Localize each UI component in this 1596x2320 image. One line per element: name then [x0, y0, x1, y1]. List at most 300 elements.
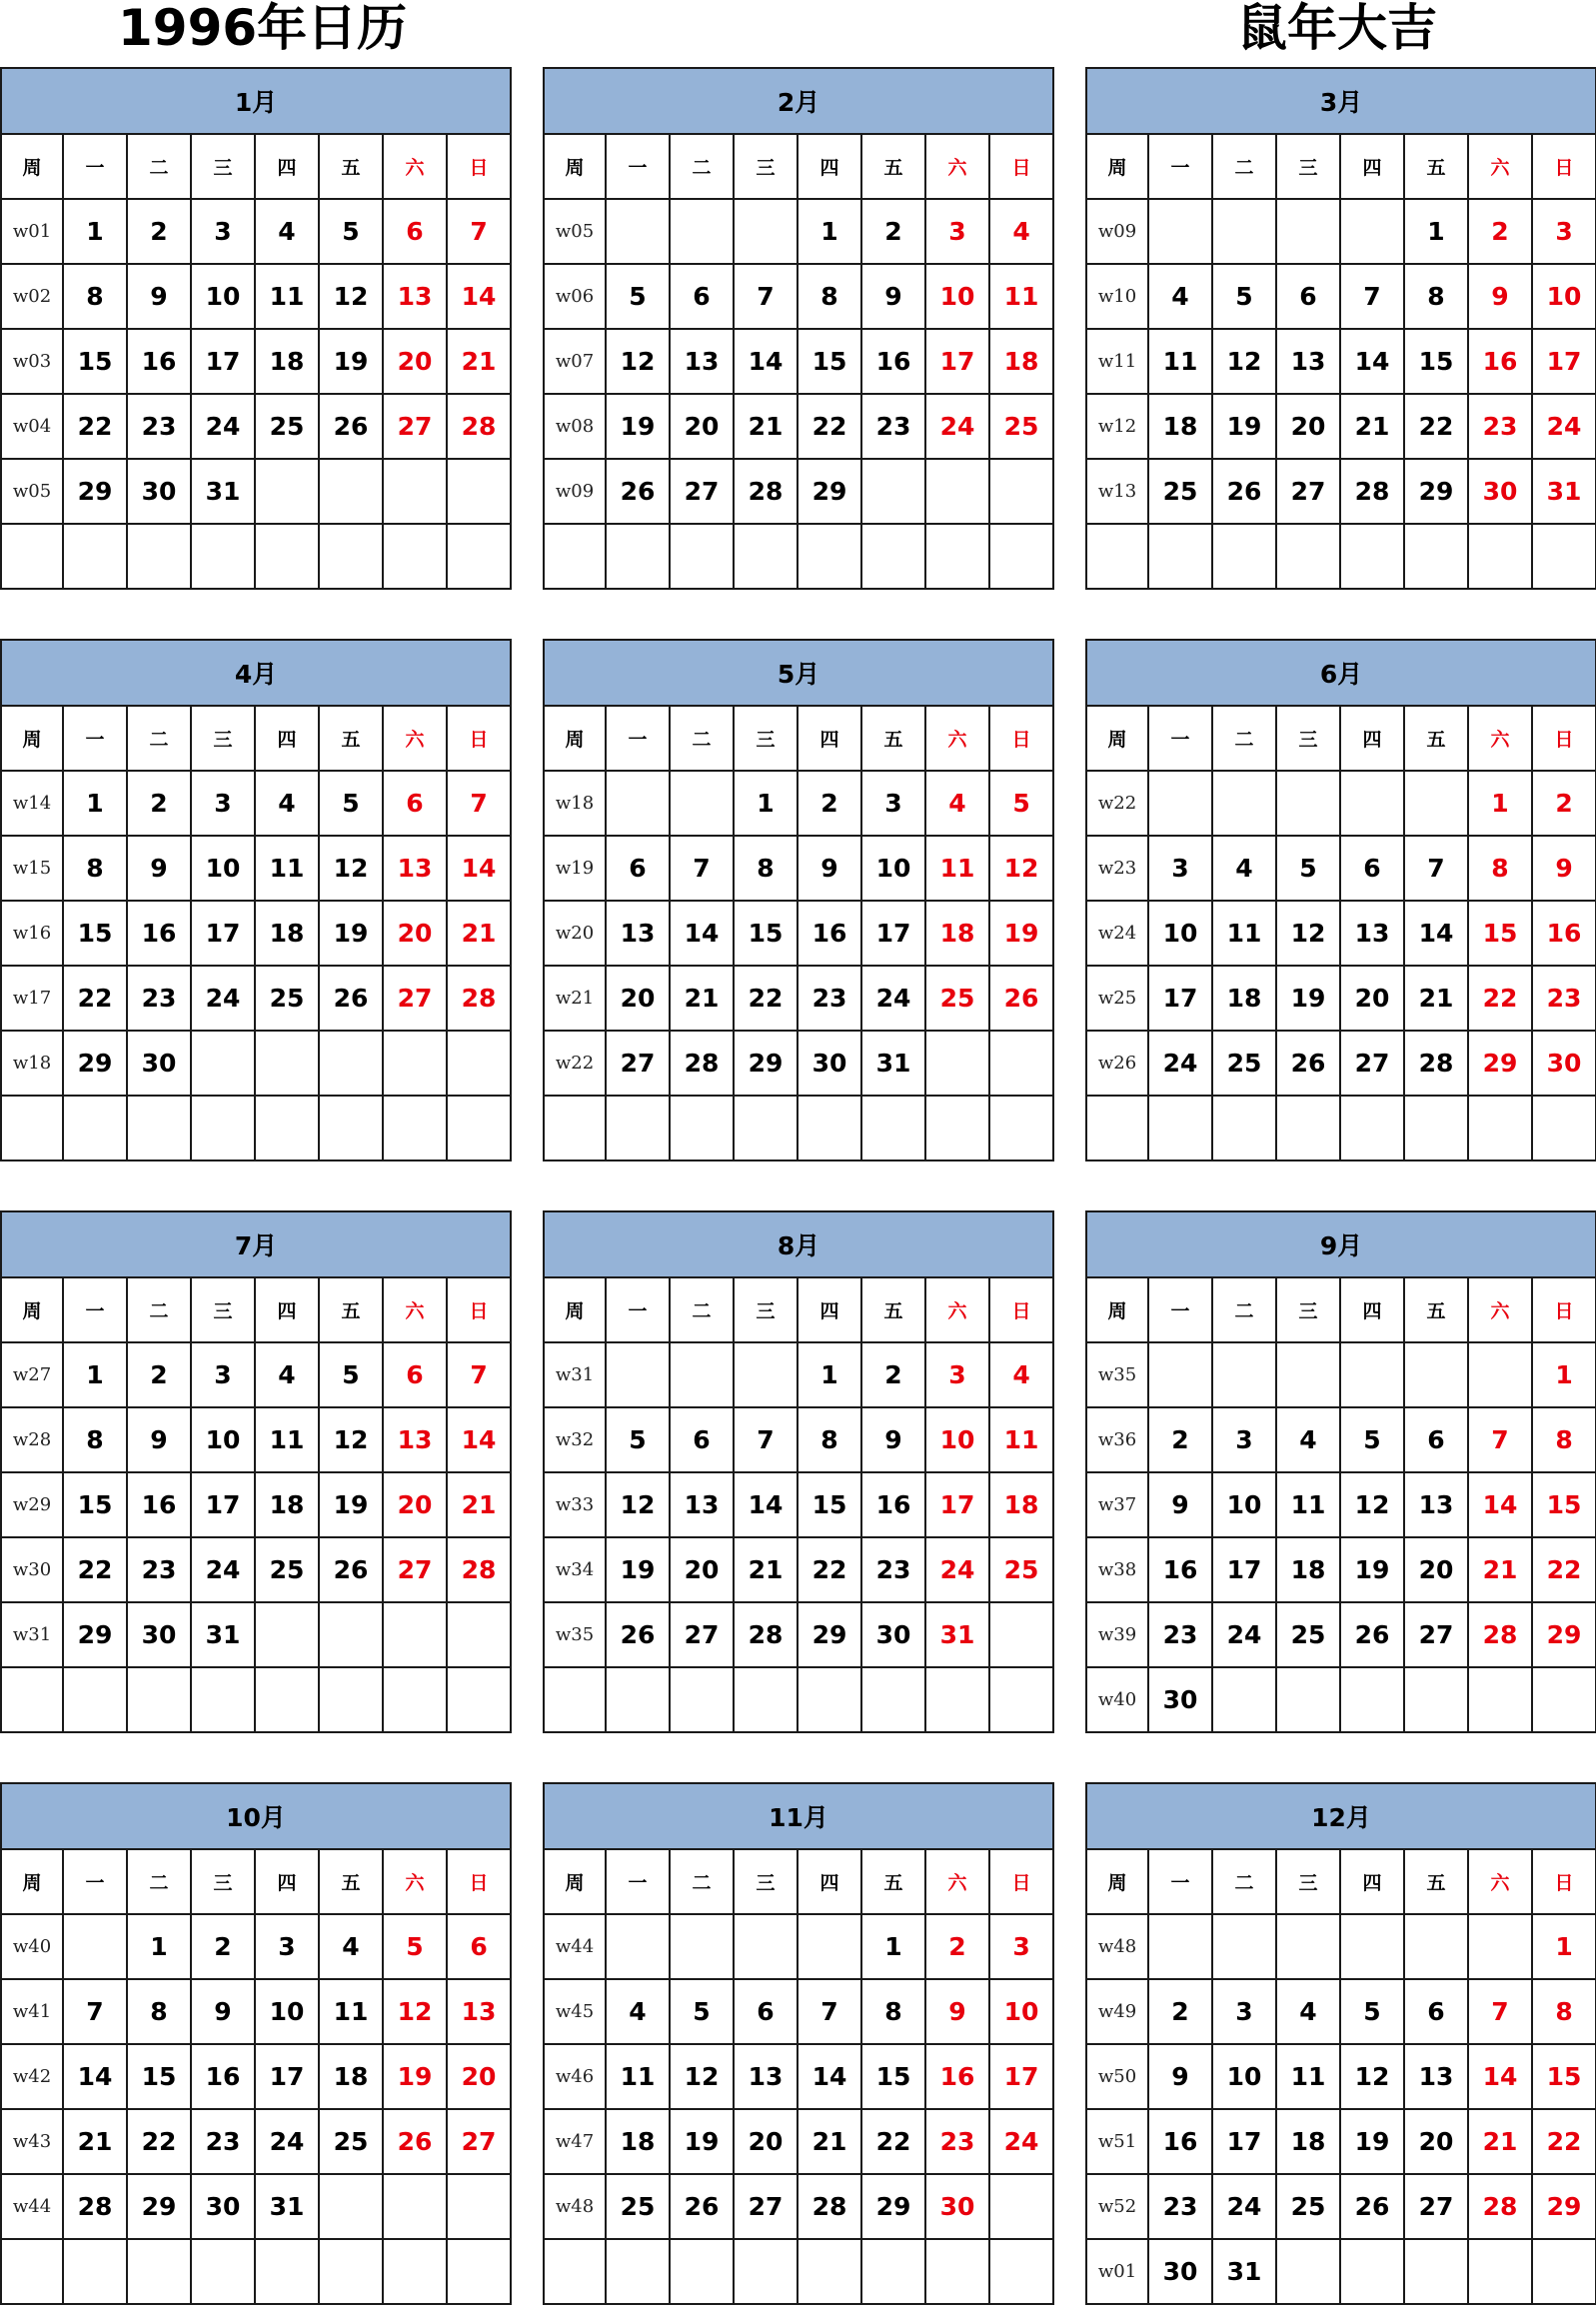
day-cell: 2 [1468, 199, 1532, 264]
weekday-header: 一 [63, 706, 127, 771]
day-cell [383, 2239, 447, 2304]
day-cell [861, 459, 925, 524]
day-cell: 14 [734, 1472, 798, 1537]
day-cell: 2 [127, 1342, 191, 1407]
day-cell: 22 [63, 966, 127, 1031]
week-number: w21 [544, 966, 606, 1031]
day-cell: 23 [1148, 1602, 1212, 1667]
day-cell: 10 [861, 836, 925, 901]
week-row [1086, 264, 1596, 329]
day-cell [606, 1914, 670, 1979]
week-row [1, 1472, 511, 1537]
day-cell: 30 [1148, 2239, 1212, 2304]
day-cell: 28 [734, 1602, 798, 1667]
week-row [544, 1979, 1053, 2044]
day-cell [319, 1096, 383, 1160]
weekday-header: 三 [1276, 1849, 1340, 1914]
day-cell [383, 524, 447, 589]
day-cell [1148, 1096, 1212, 1160]
day-cell [127, 1667, 191, 1732]
day-cell: 11 [606, 2044, 670, 2109]
day-cell: 8 [1404, 264, 1468, 329]
weekday-header: 周 [544, 1849, 606, 1914]
weekday-header: 五 [861, 1277, 925, 1342]
day-cell: 19 [1340, 1537, 1404, 1602]
day-cell: 24 [925, 1537, 989, 1602]
day-cell: 6 [1404, 1979, 1468, 2044]
day-cell: 3 [925, 1342, 989, 1407]
weekday-header: 三 [191, 134, 255, 199]
weekday-header: 三 [191, 1277, 255, 1342]
week-number: w02 [1, 264, 63, 329]
day-cell: 23 [861, 394, 925, 459]
day-cell: 26 [319, 1537, 383, 1602]
day-cell: 13 [447, 1979, 511, 2044]
day-cell: 14 [1468, 1472, 1532, 1537]
weekday-header: 一 [606, 706, 670, 771]
month-name: 2月 [544, 68, 1053, 134]
day-cell: 8 [1532, 1407, 1596, 1472]
weekday-header: 二 [1212, 1277, 1276, 1342]
day-cell: 7 [734, 1407, 798, 1472]
week-number: w18 [544, 771, 606, 836]
month-table [0, 67, 512, 590]
day-cell: 17 [191, 901, 255, 966]
week-number: w51 [1086, 2109, 1148, 2174]
week-number: w48 [1086, 1914, 1148, 1979]
day-cell [1340, 199, 1404, 264]
day-cell [191, 1031, 255, 1096]
month-table [0, 1210, 512, 1733]
day-cell: 7 [1468, 1407, 1532, 1472]
weekday-header: 五 [1404, 706, 1468, 771]
week-row [544, 771, 1053, 836]
weekday-header: 日 [989, 1277, 1053, 1342]
week-row [1, 264, 511, 329]
day-cell [191, 524, 255, 589]
day-cell: 17 [191, 329, 255, 394]
day-cell: 26 [606, 459, 670, 524]
day-cell: 22 [63, 394, 127, 459]
day-cell [1532, 1096, 1596, 1160]
week-number: w38 [1086, 1537, 1148, 1602]
week-number: w43 [1, 2109, 63, 2174]
day-cell: 8 [734, 836, 798, 901]
weekday-header: 六 [925, 706, 989, 771]
day-cell: 22 [1532, 1537, 1596, 1602]
day-cell: 1 [798, 1342, 861, 1407]
week-row [544, 199, 1053, 264]
day-cell [1340, 1667, 1404, 1732]
day-cell [1212, 771, 1276, 836]
day-cell: 27 [734, 2174, 798, 2239]
day-cell: 4 [1148, 264, 1212, 329]
week-row [1086, 2239, 1596, 2304]
day-cell: 11 [989, 264, 1053, 329]
week-number [544, 1096, 606, 1160]
day-cell: 27 [606, 1031, 670, 1096]
day-cell: 25 [606, 2174, 670, 2239]
week-number: w47 [544, 2109, 606, 2174]
day-cell: 1 [127, 1914, 191, 1979]
day-cell: 29 [798, 459, 861, 524]
day-cell: 30 [1532, 1031, 1596, 1096]
day-cell [925, 459, 989, 524]
day-cell: 20 [670, 1537, 734, 1602]
day-cell: 22 [127, 2109, 191, 2174]
day-cell: 26 [1212, 459, 1276, 524]
day-cell: 20 [383, 901, 447, 966]
day-cell [1340, 1914, 1404, 1979]
day-cell: 10 [1532, 264, 1596, 329]
day-cell: 28 [1340, 459, 1404, 524]
week-row [544, 1602, 1053, 1667]
day-cell: 18 [925, 901, 989, 966]
day-cell: 15 [798, 1472, 861, 1537]
day-cell [989, 524, 1053, 589]
day-cell: 15 [798, 329, 861, 394]
day-cell: 1 [1404, 199, 1468, 264]
day-cell [670, 2239, 734, 2304]
weekday-header: 日 [989, 134, 1053, 199]
day-cell [989, 1602, 1053, 1667]
day-cell: 23 [1532, 966, 1596, 1031]
day-cell: 22 [798, 394, 861, 459]
day-cell: 28 [1468, 1602, 1532, 1667]
day-cell: 21 [63, 2109, 127, 2174]
day-cell [383, 2174, 447, 2239]
weekday-header: 二 [1212, 1849, 1276, 1914]
weekday-header: 二 [1212, 134, 1276, 199]
week-number: w12 [1086, 394, 1148, 459]
day-cell: 14 [1340, 329, 1404, 394]
week-row [544, 1407, 1053, 1472]
day-cell: 7 [798, 1979, 861, 2044]
month-table [0, 1782, 512, 2305]
day-cell: 5 [319, 199, 383, 264]
week-number: w39 [1086, 1602, 1148, 1667]
day-cell: 18 [319, 2044, 383, 2109]
day-cell: 4 [989, 199, 1053, 264]
week-number: w40 [1086, 1667, 1148, 1732]
day-cell: 2 [1148, 1979, 1212, 2044]
weekday-header: 四 [798, 706, 861, 771]
day-cell: 19 [989, 901, 1053, 966]
week-row [1, 966, 511, 1031]
weekday-header: 一 [606, 1277, 670, 1342]
week-number: w20 [544, 901, 606, 966]
day-cell: 13 [1404, 2044, 1468, 2109]
weekday-header: 六 [1468, 1277, 1532, 1342]
day-cell [1340, 524, 1404, 589]
day-cell: 16 [127, 1472, 191, 1537]
day-cell [989, 1031, 1053, 1096]
day-cell [798, 2239, 861, 2304]
day-cell [127, 2239, 191, 2304]
day-cell [1468, 1342, 1532, 1407]
day-cell: 18 [606, 2109, 670, 2174]
week-row [1, 329, 511, 394]
day-cell: 9 [127, 1407, 191, 1472]
day-cell: 26 [1340, 1602, 1404, 1667]
day-cell: 14 [798, 2044, 861, 2109]
week-row [1086, 329, 1596, 394]
week-row [1, 2044, 511, 2109]
day-cell: 28 [670, 1031, 734, 1096]
day-cell: 5 [989, 771, 1053, 836]
day-cell [798, 524, 861, 589]
day-cell: 17 [1212, 1537, 1276, 1602]
weekday-header: 周 [1, 134, 63, 199]
day-cell [989, 459, 1053, 524]
week-number: w52 [1086, 2174, 1148, 2239]
day-cell: 23 [861, 1537, 925, 1602]
week-row [1086, 1979, 1596, 2044]
day-cell [383, 1096, 447, 1160]
day-cell [255, 459, 319, 524]
day-cell: 22 [63, 1537, 127, 1602]
day-cell: 16 [1148, 1537, 1212, 1602]
day-cell: 21 [1468, 1537, 1532, 1602]
week-number: w19 [544, 836, 606, 901]
week-row [544, 1914, 1053, 1979]
day-cell: 15 [1532, 2044, 1596, 2109]
day-cell: 6 [1276, 264, 1340, 329]
month-table [543, 639, 1054, 1161]
day-cell: 20 [1404, 2109, 1468, 2174]
weekday-header: 六 [925, 134, 989, 199]
week-number: w31 [1, 1602, 63, 1667]
week-number: w32 [544, 1407, 606, 1472]
day-cell [1276, 524, 1340, 589]
week-number: w35 [544, 1602, 606, 1667]
weekday-header: 三 [191, 1849, 255, 1914]
day-cell: 25 [319, 2109, 383, 2174]
day-cell: 15 [734, 901, 798, 966]
day-cell [925, 2239, 989, 2304]
day-cell: 14 [670, 901, 734, 966]
weekday-header: 二 [127, 706, 191, 771]
week-number: w44 [544, 1914, 606, 1979]
day-cell [63, 2239, 127, 2304]
week-number: w09 [544, 459, 606, 524]
day-cell: 14 [1404, 901, 1468, 966]
day-cell: 14 [447, 836, 511, 901]
day-cell: 31 [191, 459, 255, 524]
day-cell: 11 [1212, 901, 1276, 966]
day-cell: 9 [798, 836, 861, 901]
day-cell: 2 [861, 199, 925, 264]
month-table [543, 1210, 1054, 1733]
day-cell [861, 524, 925, 589]
day-cell [1404, 1342, 1468, 1407]
week-number: w11 [1086, 329, 1148, 394]
week-row [544, 2174, 1053, 2239]
day-cell: 21 [1340, 394, 1404, 459]
day-cell [1404, 771, 1468, 836]
day-cell: 18 [1276, 2109, 1340, 2174]
day-cell: 7 [447, 771, 511, 836]
day-cell: 23 [127, 394, 191, 459]
day-cell: 12 [319, 264, 383, 329]
day-cell [1532, 2239, 1596, 2304]
day-cell: 25 [1276, 1602, 1340, 1667]
weekday-header: 日 [989, 1849, 1053, 1914]
day-cell: 21 [447, 329, 511, 394]
day-cell: 15 [127, 2044, 191, 2109]
week-row [1, 771, 511, 836]
day-cell: 3 [191, 771, 255, 836]
day-cell: 29 [1532, 2174, 1596, 2239]
week-row [1086, 199, 1596, 264]
day-cell: 15 [1532, 1472, 1596, 1537]
day-cell: 23 [925, 2109, 989, 2174]
week-row [1086, 1096, 1596, 1160]
day-cell: 25 [989, 394, 1053, 459]
calendar-title: 1996年日历 [118, 0, 408, 57]
day-cell [670, 524, 734, 589]
day-cell: 24 [861, 966, 925, 1031]
week-row [1086, 1537, 1596, 1602]
day-cell: 2 [1532, 771, 1596, 836]
day-cell: 29 [798, 1602, 861, 1667]
day-cell: 16 [861, 1472, 925, 1537]
week-row [1, 2109, 511, 2174]
day-cell: 25 [255, 966, 319, 1031]
month-name: 12月 [1086, 1783, 1596, 1849]
day-cell [447, 524, 511, 589]
day-cell: 17 [191, 1472, 255, 1537]
day-cell: 17 [925, 1472, 989, 1537]
week-row [1086, 1914, 1596, 1979]
week-row [1, 1537, 511, 1602]
month-name: 1月 [1, 68, 511, 134]
week-number [1, 524, 63, 589]
day-cell: 24 [191, 966, 255, 1031]
day-cell: 19 [319, 1472, 383, 1537]
week-number: w29 [1, 1472, 63, 1537]
day-cell: 10 [1212, 1472, 1276, 1537]
day-cell: 15 [63, 1472, 127, 1537]
day-cell: 10 [925, 1407, 989, 1472]
day-cell: 16 [191, 2044, 255, 2109]
week-number: w14 [1, 771, 63, 836]
day-cell: 10 [255, 1979, 319, 2044]
day-cell [1340, 1342, 1404, 1407]
day-cell: 9 [191, 1979, 255, 2044]
day-cell [383, 1602, 447, 1667]
day-cell: 20 [606, 966, 670, 1031]
weekday-header: 周 [1086, 1849, 1148, 1914]
weekday-header: 三 [1276, 706, 1340, 771]
day-cell: 11 [255, 836, 319, 901]
weekday-header: 六 [1468, 706, 1532, 771]
day-cell: 24 [1148, 1031, 1212, 1096]
day-cell: 28 [734, 459, 798, 524]
day-cell [1340, 771, 1404, 836]
weekday-header: 一 [63, 134, 127, 199]
day-cell: 3 [255, 1914, 319, 1979]
weekday-header: 二 [127, 1277, 191, 1342]
day-cell: 29 [861, 2174, 925, 2239]
week-number: w34 [544, 1537, 606, 1602]
week-row [1, 1407, 511, 1472]
day-cell [1276, 199, 1340, 264]
weekday-header: 四 [255, 134, 319, 199]
week-row [1, 394, 511, 459]
day-cell: 30 [127, 459, 191, 524]
day-cell: 29 [1468, 1031, 1532, 1096]
week-row [544, 329, 1053, 394]
day-cell [606, 771, 670, 836]
day-cell: 15 [1468, 901, 1532, 966]
day-cell: 13 [383, 1407, 447, 1472]
weekday-header: 五 [319, 706, 383, 771]
day-cell: 6 [383, 199, 447, 264]
day-cell: 15 [63, 329, 127, 394]
day-cell [1340, 2239, 1404, 2304]
day-cell [1276, 1667, 1340, 1732]
day-cell [255, 1667, 319, 1732]
day-cell [191, 1667, 255, 1732]
day-cell: 10 [925, 264, 989, 329]
week-number: w13 [1086, 459, 1148, 524]
day-cell [319, 524, 383, 589]
day-cell [861, 1667, 925, 1732]
day-cell: 26 [1276, 1031, 1340, 1096]
week-row [1086, 394, 1596, 459]
day-cell: 21 [1468, 2109, 1532, 2174]
day-cell [1404, 524, 1468, 589]
day-cell: 26 [606, 1602, 670, 1667]
week-number: w36 [1086, 1407, 1148, 1472]
day-cell: 3 [1212, 1979, 1276, 2044]
day-cell: 27 [670, 459, 734, 524]
day-cell [606, 524, 670, 589]
weekday-header: 四 [255, 706, 319, 771]
day-cell: 11 [1276, 1472, 1340, 1537]
day-cell: 2 [1148, 1407, 1212, 1472]
day-cell [989, 1096, 1053, 1160]
day-cell: 24 [1212, 1602, 1276, 1667]
weekday-header: 一 [1148, 706, 1212, 771]
day-cell [606, 1342, 670, 1407]
day-cell [447, 1096, 511, 1160]
day-cell: 21 [798, 2109, 861, 2174]
weekday-header: 周 [544, 134, 606, 199]
weekday-header: 五 [861, 1849, 925, 1914]
day-cell: 12 [1340, 1472, 1404, 1537]
day-cell: 28 [447, 394, 511, 459]
month-name: 5月 [544, 640, 1053, 706]
weekday-header: 周 [544, 706, 606, 771]
day-cell: 23 [127, 966, 191, 1031]
week-number: w03 [1, 329, 63, 394]
weekday-header: 五 [861, 706, 925, 771]
day-cell [255, 1031, 319, 1096]
weekday-header: 一 [606, 1849, 670, 1914]
week-row [1086, 1602, 1596, 1667]
week-row [1086, 1031, 1596, 1096]
day-cell [989, 2239, 1053, 2304]
week-row [1086, 1472, 1596, 1537]
day-cell: 4 [255, 1342, 319, 1407]
day-cell: 8 [63, 1407, 127, 1472]
day-cell: 28 [1404, 1031, 1468, 1096]
week-row [544, 1472, 1053, 1537]
week-number: w41 [1, 1979, 63, 2044]
day-cell: 9 [1148, 2044, 1212, 2109]
